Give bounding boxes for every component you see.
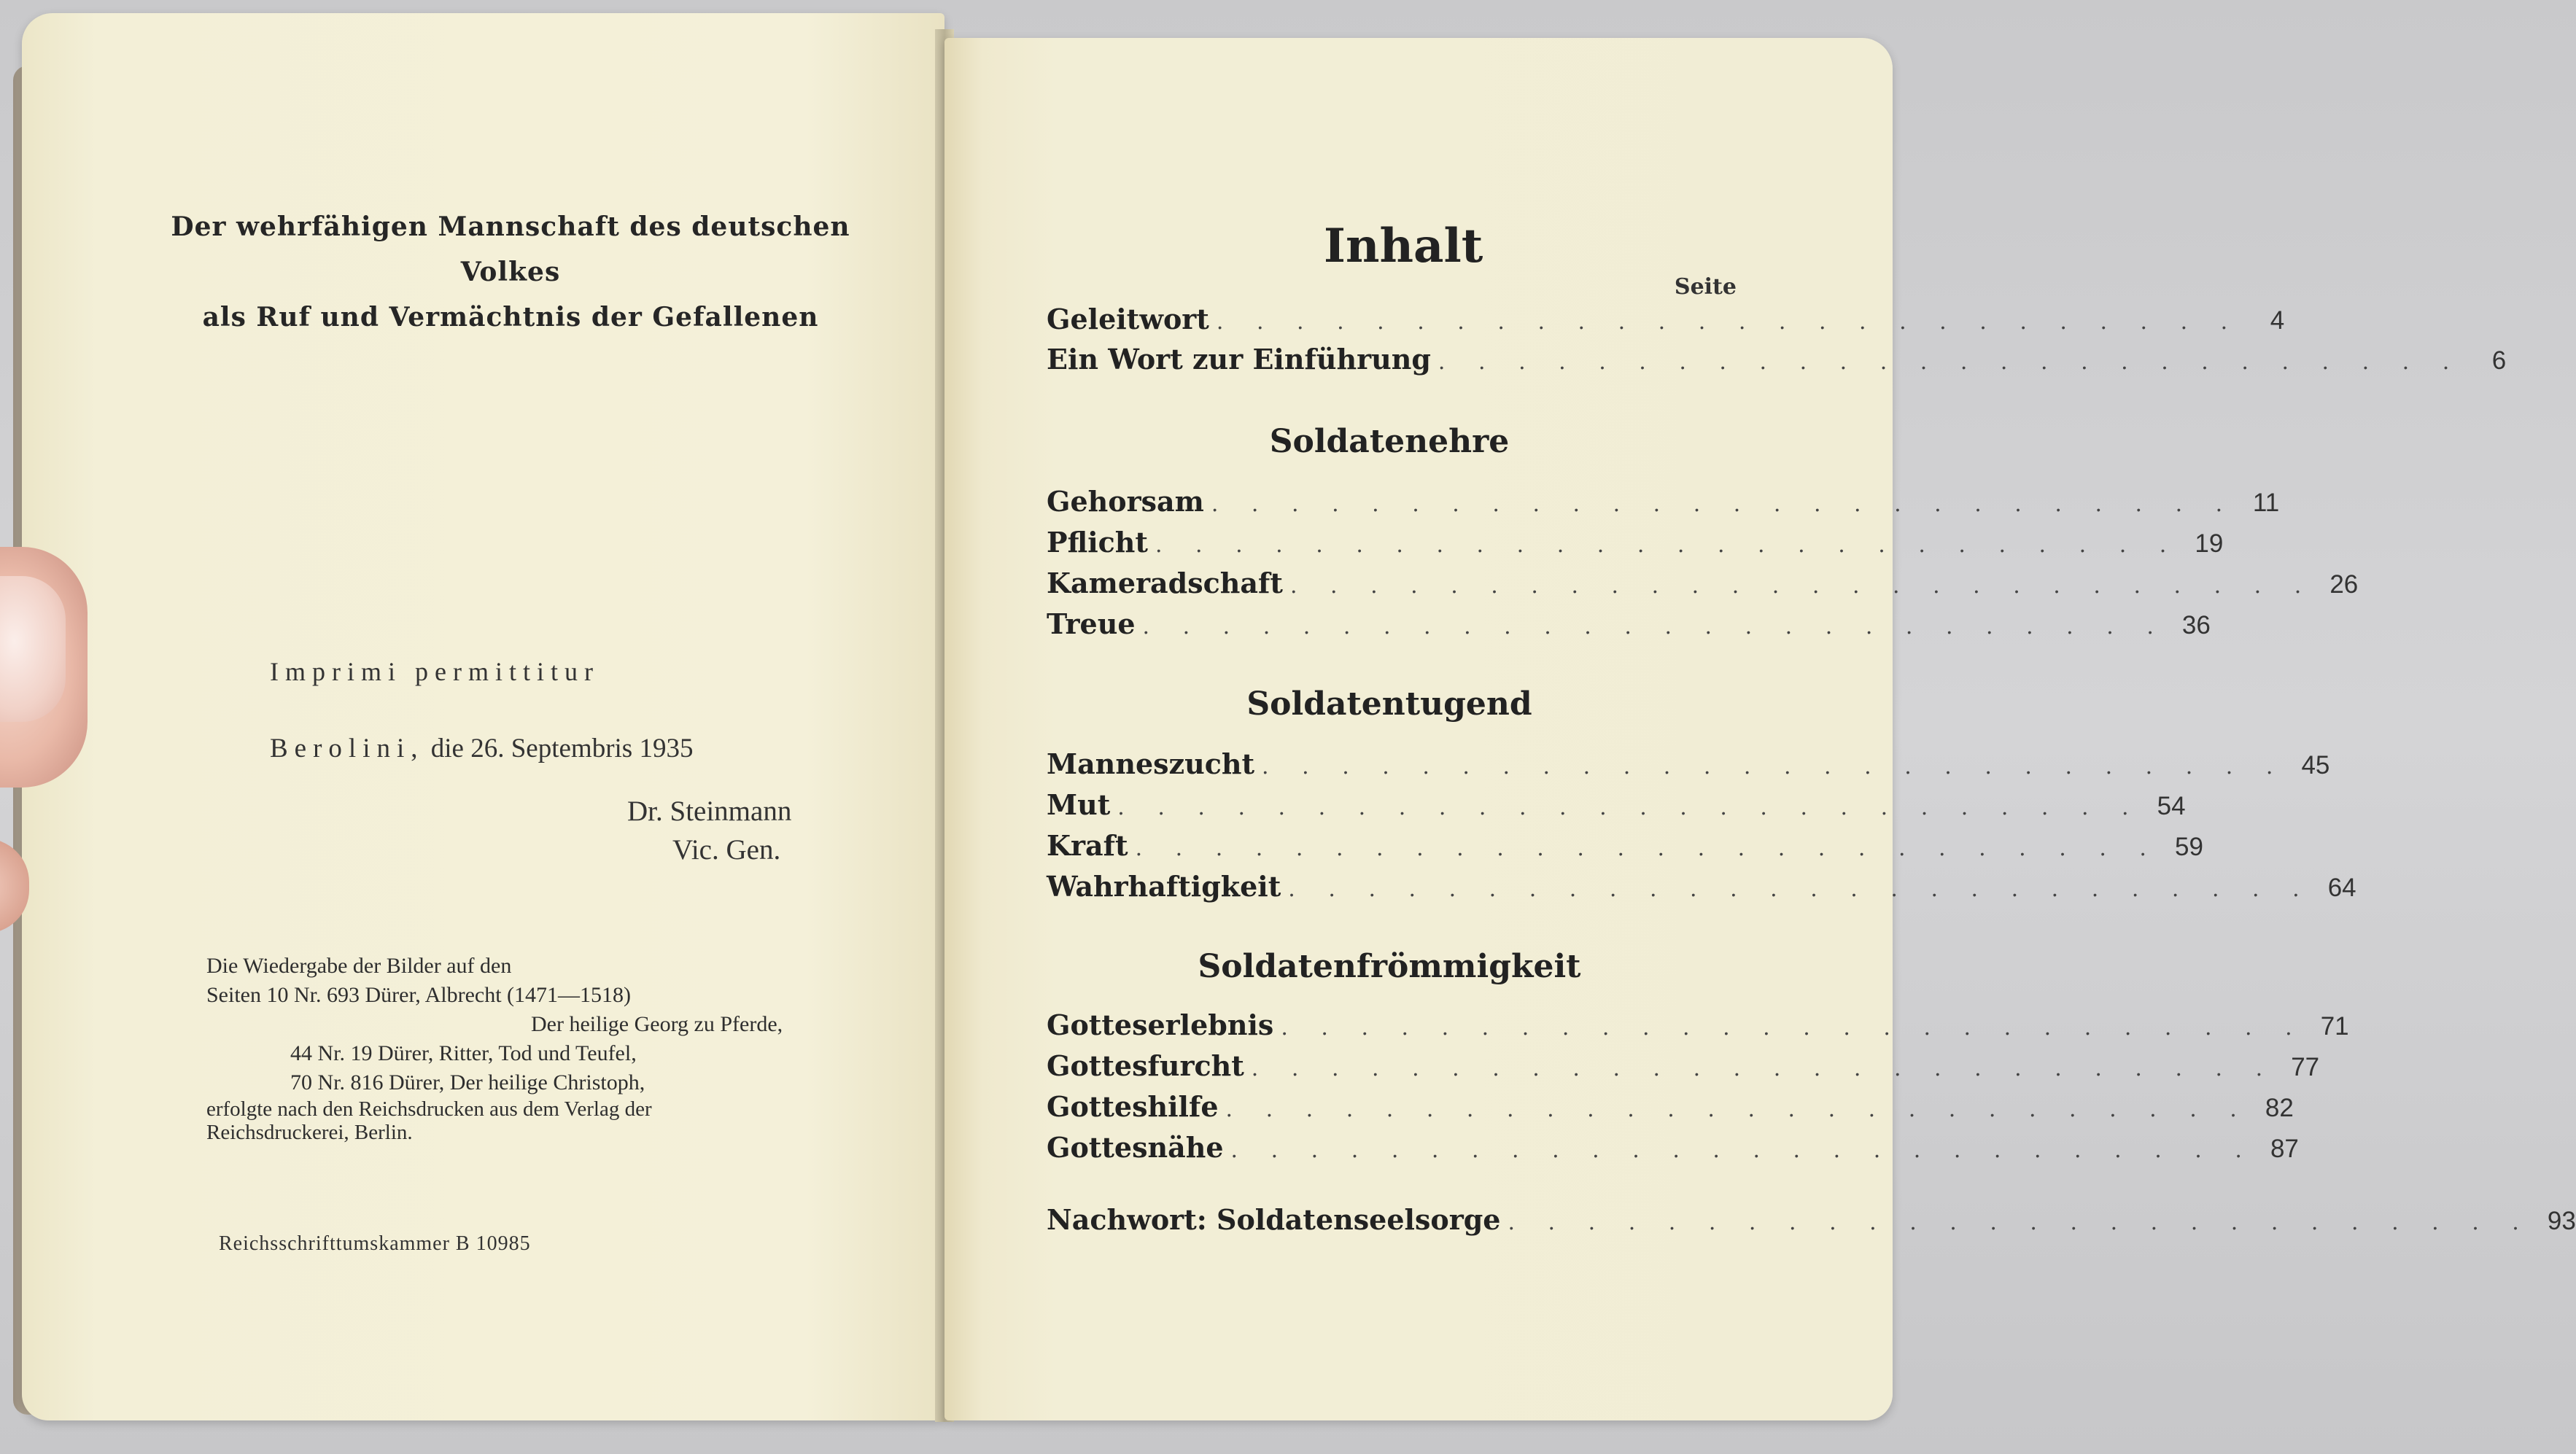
imprimatur-place: Berolini, xyxy=(270,734,424,763)
section-heading: Soldatenfrömmigkeit xyxy=(1198,948,1581,985)
toc-entry-label: Gotteserlebnis xyxy=(1047,1008,1274,1041)
page-column-label: Seite xyxy=(1674,274,1737,300)
toc-entry-label: Manneszucht xyxy=(1047,747,1255,780)
signature-name: Dr. Steinmann xyxy=(627,796,792,827)
imprimatur-date-text: die 26. Septembris 1935 xyxy=(430,734,694,763)
leader-dots: . . . . . . . . . . . . . . . . . . . . . . . . . . xyxy=(1508,1210,2532,1235)
toc-entry-page: 45 xyxy=(2301,751,2330,780)
toc-entry-label: Gehorsam xyxy=(1047,485,1204,518)
toc-entry-page: 26 xyxy=(2329,570,2359,599)
imprimatur-date xyxy=(270,733,693,764)
toc-entry xyxy=(1047,526,2224,562)
toc-entry-label: Kameradschaft xyxy=(1047,567,1283,599)
dedication xyxy=(146,204,875,340)
leader-dots: . . . . . . . . . . . . . . . . . . . . . . . . . . xyxy=(1288,876,2313,902)
toc-entry-page: 4 xyxy=(2270,306,2285,335)
dedication-line-1: Der wehrfähigen Mannschaft des deutschen Volkes xyxy=(171,211,850,287)
toc-entry xyxy=(1047,1049,2320,1086)
toc-entry-page: 6 xyxy=(2491,346,2507,375)
credits-line: Seiten 10 Nr. 693 Dürer, Albrecht (1471—1518) xyxy=(206,983,632,1007)
leader-dots: . . . . . . . . . . . . . . . . . . . . . . . . . . xyxy=(1251,1056,2276,1081)
toc-entry xyxy=(1047,788,2186,825)
toc-entry-page: 19 xyxy=(2195,529,2224,558)
leader-dots: . . . . . . . . . . . . . . . . . . . . . . . . . . xyxy=(1262,754,2286,780)
toc-entry-page: 54 xyxy=(2157,792,2186,820)
toc-entry-label: Gottesnähe xyxy=(1047,1131,1224,1164)
dedication-line-2: als Ruf und Vermächtnis der Gefallenen xyxy=(202,302,819,333)
toc-entry xyxy=(1047,829,2203,866)
toc-entry-label: Geleitwort xyxy=(1047,303,1209,335)
credits-line: Die Wiedergabe der Bilder auf den xyxy=(206,954,512,978)
toc-entry-label: Wahrhaftigkeit xyxy=(1047,870,1281,903)
toc-entry-label: Kraft xyxy=(1047,829,1128,862)
leader-dots: . . . . . . . . . . . . . . . . . . . . . . . . . . xyxy=(1117,795,2142,820)
toc-entry-page: 71 xyxy=(2320,1012,2349,1041)
toc-entry xyxy=(1047,1203,2576,1240)
leader-dots: . . . . . . . . . . . . . . . . . . . . . . . . . . xyxy=(1211,491,2236,517)
toc-entry xyxy=(1047,1090,2294,1127)
credits-line: erfolgte nach den Reichsdrucken aus dem Verlag der xyxy=(206,1097,652,1121)
section-heading: Soldatenehre xyxy=(1269,423,1510,460)
leader-dots: . . . . . . . . . . . . . . . . . . . . . . . . . . xyxy=(1289,573,2315,599)
leader-dots: . . . . . . . . . . . . . . . . . . . . . . . . . . xyxy=(1438,349,2463,375)
imprimatur: Imprimi permittitur xyxy=(270,657,600,686)
section-heading: Soldatentugend xyxy=(1246,685,1532,723)
credits-line: 44 Nr. 19 Dürer, Ritter, Tod und Teufel, xyxy=(290,1041,637,1065)
leader-dots: . . . . . . . . . . . . . . . . . . . . . . . . . . xyxy=(1281,1015,2305,1041)
toc-entry-label: Pflicht xyxy=(1047,526,1148,559)
thumbnail-nail xyxy=(0,576,66,722)
toc-entry-page: 77 xyxy=(2291,1053,2320,1081)
toc-entry-page: 93 xyxy=(2547,1207,2576,1235)
toc-entry xyxy=(1047,607,2211,644)
leader-dots: . . . . . . . . . . . . . . . . . . . . . . . . . . xyxy=(1230,1138,2255,1163)
toc-entry-page: 36 xyxy=(2181,611,2211,639)
toc-entry-label: Treue xyxy=(1047,607,1136,640)
toc-title: Inhalt xyxy=(1324,219,1483,273)
toc-entry-label: Gotteshilfe xyxy=(1047,1090,1219,1123)
toc-entry-page: 87 xyxy=(2270,1135,2299,1163)
toc-entry xyxy=(1047,870,2356,906)
signature-title: Vic. Gen. xyxy=(672,834,781,866)
leader-dots: . . . . . . . . . . . . . . . . . . . . . . . . . . xyxy=(1135,836,2160,861)
toc-entry xyxy=(1047,1131,2299,1167)
leader-dots: . . . . . . . . . . . . . . . . . . . . . . . . . . xyxy=(1216,309,2241,335)
toc-entry-label: Mut xyxy=(1047,788,1111,821)
toc-entry xyxy=(1047,303,2285,339)
leader-dots: . . . . . . . . . . . . . . . . . . . . . . . . . . xyxy=(1155,532,2180,558)
toc-entry-label: Gottesfurcht xyxy=(1047,1049,1244,1082)
toc-entry-page: 82 xyxy=(2265,1094,2294,1122)
toc-entry xyxy=(1047,485,2280,521)
toc-entry xyxy=(1047,567,2359,603)
toc-entry xyxy=(1047,343,2507,379)
toc-entry-page: 64 xyxy=(2327,874,2356,902)
image-credits xyxy=(206,952,907,1144)
credits-line: 70 Nr. 816 Dürer, Der heilige Christoph, xyxy=(290,1070,645,1095)
toc-entry-label: Nachwort: Soldatenseelsorge xyxy=(1047,1203,1501,1236)
toc-entry xyxy=(1047,747,2330,784)
registration-number: Reichsschrifttumskammer B 10985 xyxy=(219,1232,531,1255)
leader-dots: . . . . . . . . . . . . . . . . . . . . . . . . . . xyxy=(1142,614,2167,639)
toc-entry-page: 11 xyxy=(2252,489,2280,517)
toc-entry-label: Ein Wort zur Einführung xyxy=(1047,343,1431,376)
toc-entry xyxy=(1047,1008,2349,1045)
toc-entry-page: 59 xyxy=(2174,833,2203,861)
leader-dots: . . . . . . . . . . . . . . . . . . . . . . . . . . xyxy=(1225,1097,2250,1122)
credits-line: Der heilige Georg zu Pferde, xyxy=(531,1012,783,1036)
credits-line: Reichsdruckerei, Berlin. xyxy=(206,1121,413,1144)
